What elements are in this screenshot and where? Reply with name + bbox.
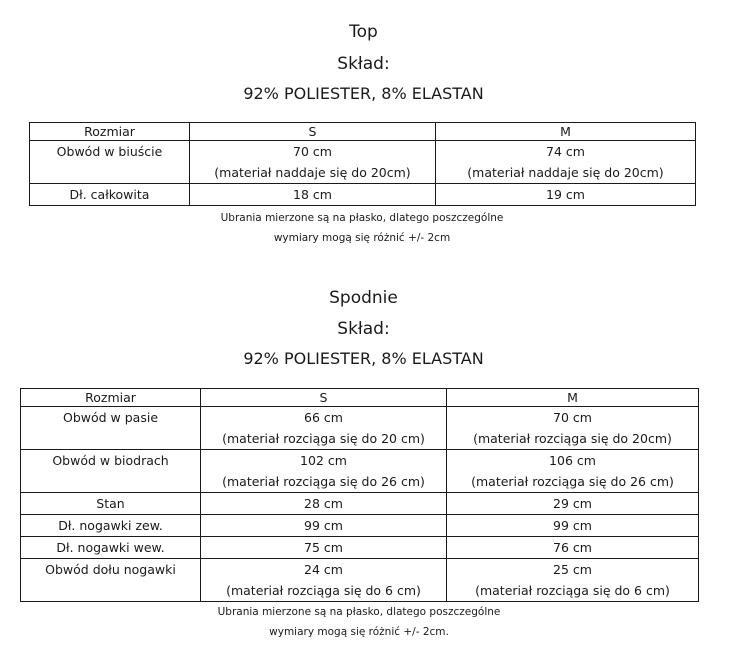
size-s-cell: 99 cm <box>201 515 447 537</box>
top-composition-label: Skład: <box>337 54 390 74</box>
value-note: (materiał rozciąga się do 26 cm) <box>471 474 674 489</box>
note-line-1: Ubrania mierzone są na płasko, dlatego poszczególne <box>220 212 504 224</box>
pants-measure-note <box>20 602 698 642</box>
header-s: S <box>190 123 436 141</box>
size-s-cell <box>201 407 447 450</box>
size-m-cell: 29 cm <box>447 493 699 515</box>
table-row <box>21 559 699 602</box>
top-composition: 92% POLIESTER, 8% ELASTAN <box>243 84 484 103</box>
size-s-cell <box>201 450 447 493</box>
top-title: Top <box>349 22 378 42</box>
size-s-cell: 75 cm <box>201 537 447 559</box>
table-row <box>21 515 699 537</box>
row-label: Dł. nogawki zew. <box>21 515 201 537</box>
value: 70 cm <box>293 144 332 159</box>
size-m-cell: 99 cm <box>447 515 699 537</box>
size-s-cell <box>201 559 447 602</box>
size-m-cell <box>447 450 699 493</box>
size-m-cell <box>447 559 699 602</box>
top-measure-note <box>29 208 695 248</box>
table-row <box>21 493 699 515</box>
size-m-cell <box>447 407 699 450</box>
top-size-table <box>29 122 696 206</box>
header-m: M <box>447 389 699 407</box>
value-note: (materiał naddaje się do 20cm) <box>467 165 664 180</box>
size-s-cell: 18 cm <box>190 184 436 206</box>
pants-size-table <box>20 388 699 602</box>
value: 70 cm <box>553 410 592 425</box>
value: 74 cm <box>546 144 585 159</box>
note-line-2: wymiary mogą się różnić +/- 2cm. <box>269 626 449 638</box>
size-m-cell: 19 cm <box>436 184 696 206</box>
size-s-cell: 28 cm <box>201 493 447 515</box>
header-rozmiar: Rozmiar <box>21 389 201 407</box>
pants-composition: 92% POLIESTER, 8% ELASTAN <box>243 349 484 368</box>
size-m-cell: 76 cm <box>447 537 699 559</box>
row-label: Dł. całkowita <box>30 184 190 206</box>
value-note: (materiał rozciąga się do 20 cm) <box>222 431 425 446</box>
value-note: (materiał rozciąga się do 6 cm) <box>226 583 421 598</box>
table-row <box>30 141 696 184</box>
row-label: Stan <box>21 493 201 515</box>
row-label: Obwód dołu nogawki <box>21 559 201 602</box>
header-rozmiar: Rozmiar <box>30 123 190 141</box>
value: 66 cm <box>304 410 343 425</box>
value-note: (materiał rozciąga się do 26 cm) <box>222 474 425 489</box>
size-m-cell <box>436 141 696 184</box>
note-line-2: wymiary mogą się różnić +/- 2cm <box>273 232 451 244</box>
row-label: Obwód w biuście <box>30 141 190 184</box>
table-header-row <box>30 123 696 141</box>
size-s-cell <box>190 141 436 184</box>
pants-composition-label: Skład: <box>337 319 390 339</box>
table-row <box>21 450 699 493</box>
value: 25 cm <box>553 562 592 577</box>
header-s: S <box>201 389 447 407</box>
row-label: Dł. nogawki wew. <box>21 537 201 559</box>
note-line-1: Ubrania mierzone są na płasko, dlatego poszczególne <box>217 606 501 618</box>
row-label: Obwód w biodrach <box>21 450 201 493</box>
value: 106 cm <box>549 453 596 468</box>
header-m: M <box>436 123 696 141</box>
value: 102 cm <box>300 453 347 468</box>
table-row <box>30 184 696 206</box>
value-note: (materiał naddaje się do 20cm) <box>214 165 411 180</box>
row-label: Obwód w pasie <box>21 407 201 450</box>
table-header-row <box>21 389 699 407</box>
pants-title: Spodnie <box>329 288 398 308</box>
value-note: (materiał rozciąga się do 6 cm) <box>475 583 670 598</box>
table-row <box>21 537 699 559</box>
value: 24 cm <box>304 562 343 577</box>
value-note: (materiał rozciąga się do 20cm) <box>473 431 672 446</box>
table-row <box>21 407 699 450</box>
